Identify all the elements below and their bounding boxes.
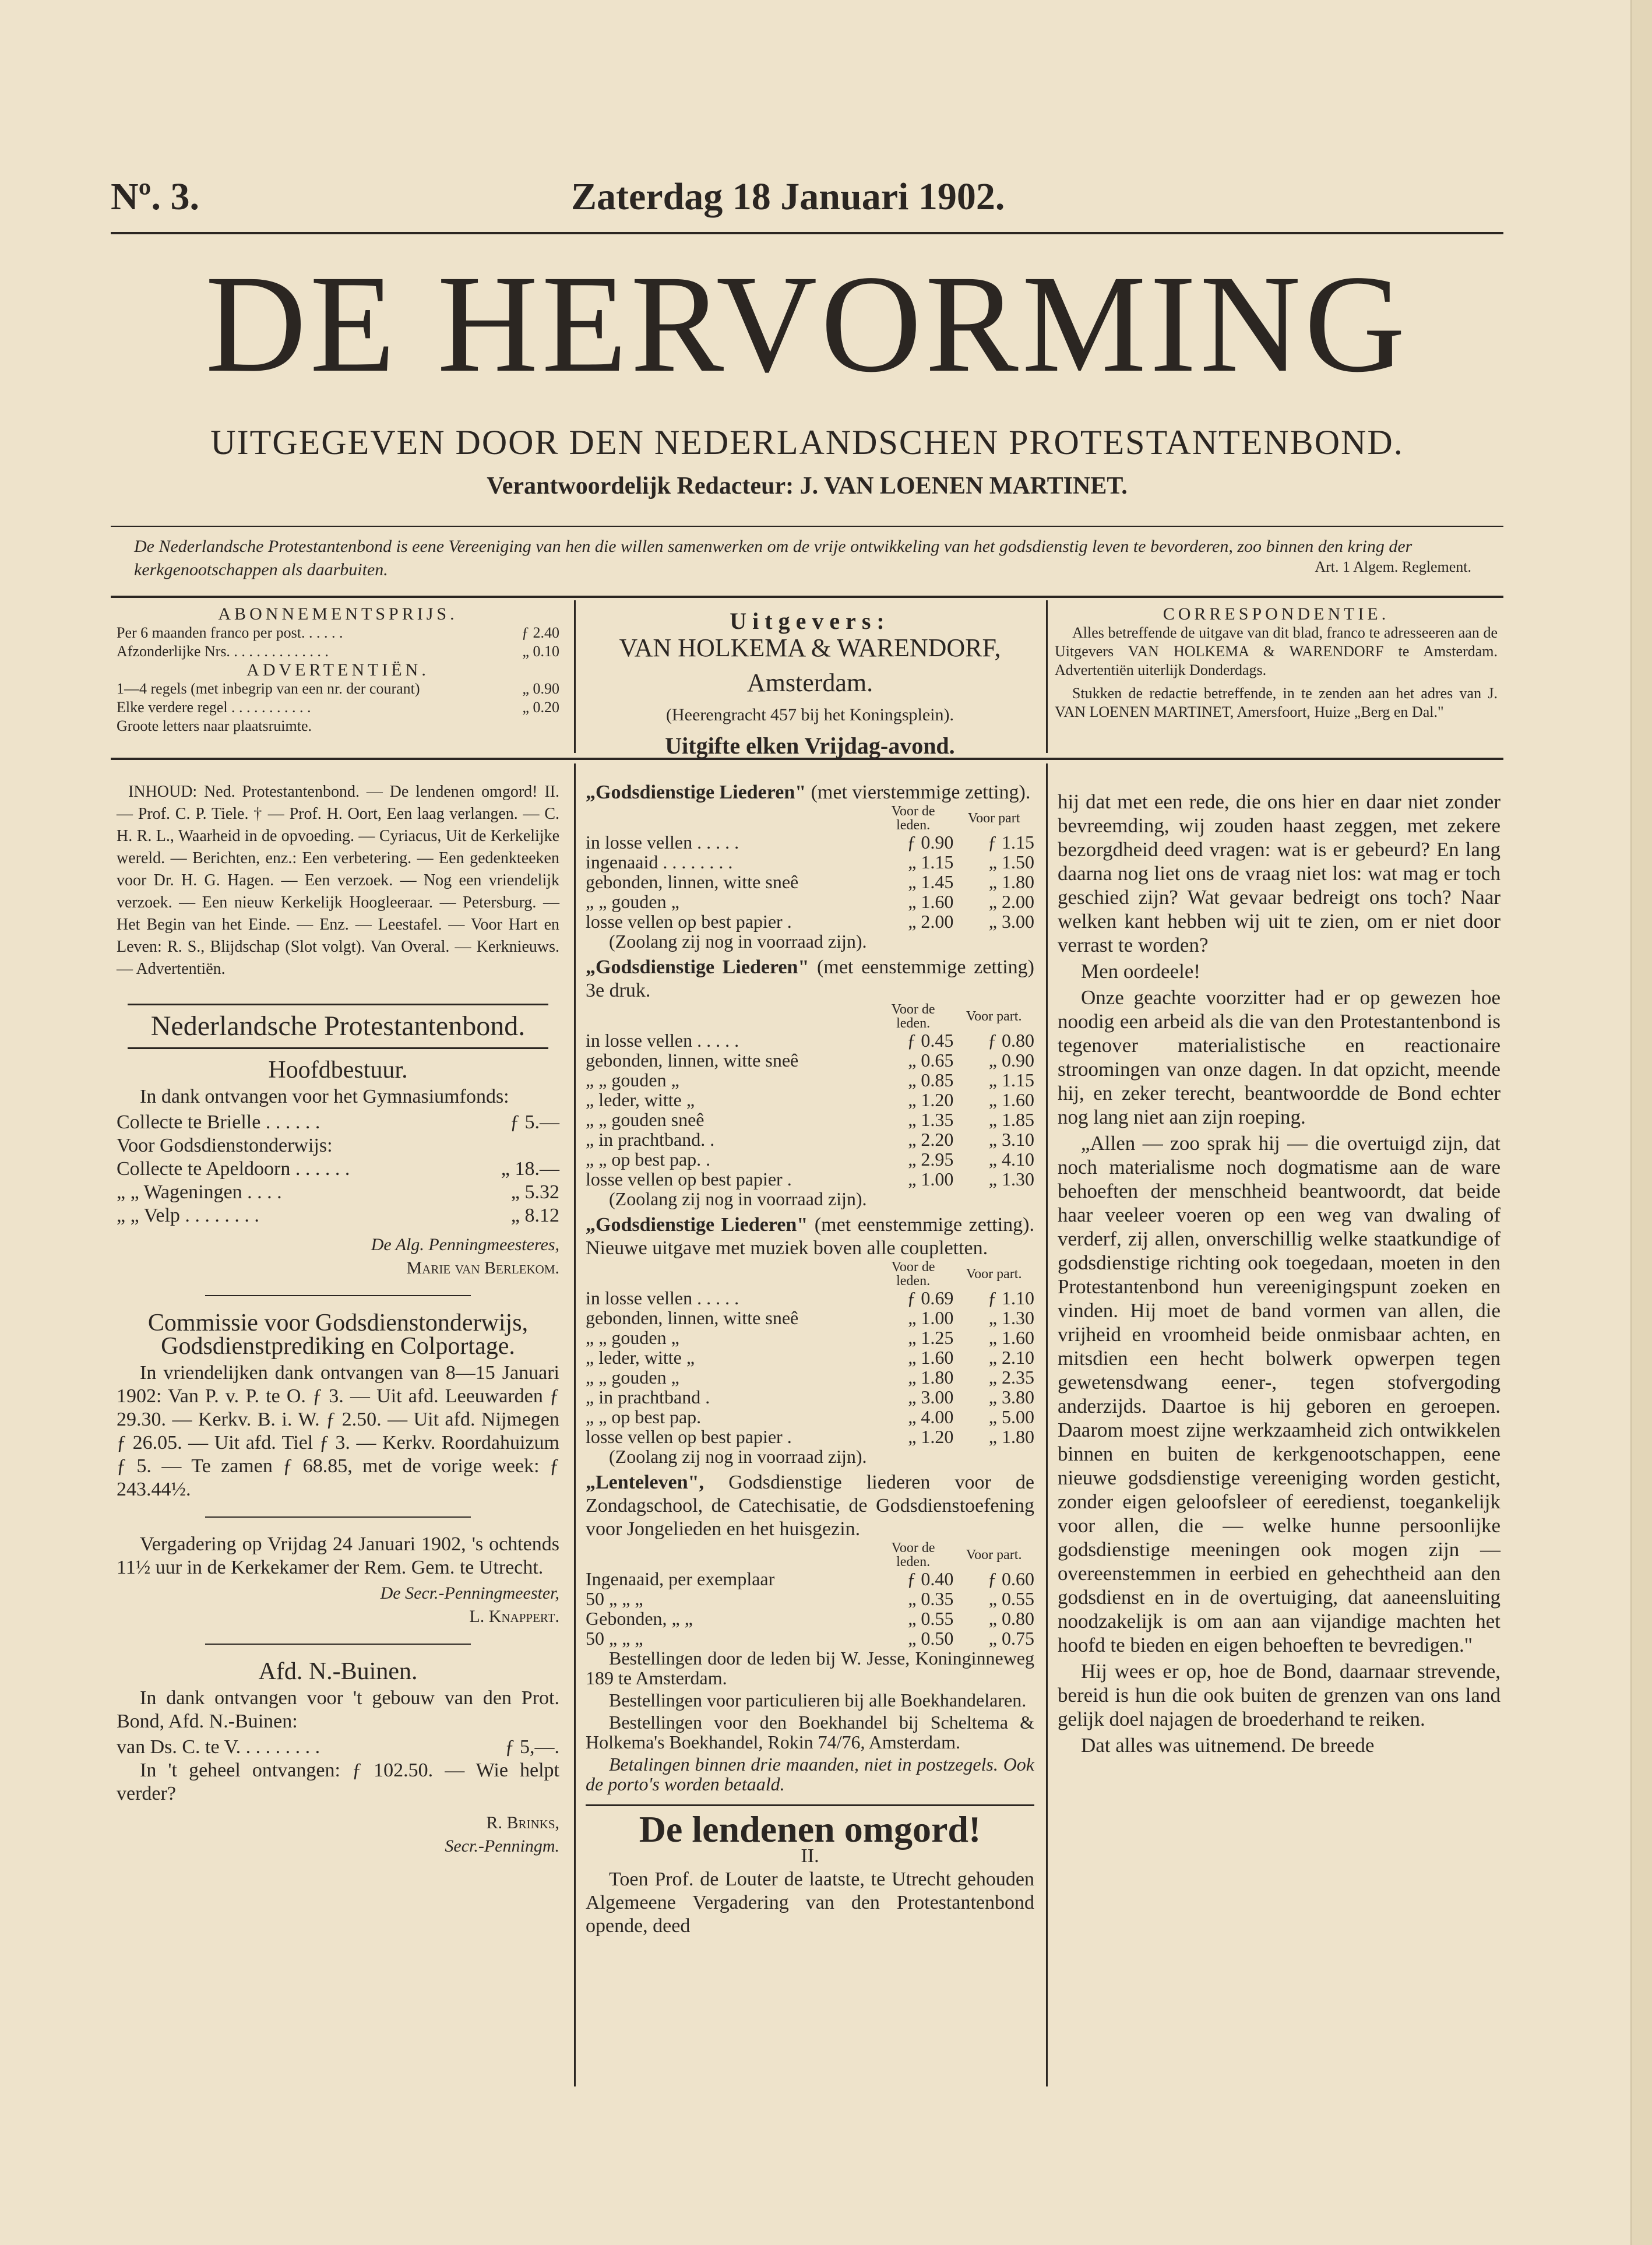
donation-row	[117, 1736, 559, 1759]
book-description: Godsdienstige liederen voor de Zondagschool, de Catechisatie, de Godsdienstoefening voor Jongelieden en het huisgezin.	[586, 1472, 1035, 1540]
order-info: Bestellingen door de leden bij W. Jesse, Koninginneweg 189 te Amsterdam.	[586, 1648, 1034, 1688]
separator	[205, 1295, 471, 1296]
price-list-intro	[586, 1471, 1034, 1541]
price: „ 1.80	[988, 1426, 1034, 1447]
price: „ 2.35	[988, 1367, 1034, 1388]
item: Gebonden, „ „	[586, 1608, 693, 1629]
item: losse vellen op best papier .	[586, 1169, 792, 1190]
price-row	[586, 1328, 1034, 1347]
article-part: II.	[801, 1845, 819, 1867]
item: in losse vellen . . . . .	[586, 832, 739, 853]
price-row	[586, 1628, 1034, 1648]
price-row	[586, 1367, 1034, 1387]
price-row	[586, 1070, 1034, 1090]
row-price: „ 0.90	[522, 680, 559, 697]
price: „ 3.00	[908, 1387, 954, 1407]
row-label: Per 6 maanden franco per post. . . . . .	[117, 624, 343, 641]
price: „ 1.15	[908, 851, 954, 872]
price: „ 2.00	[908, 911, 954, 932]
advertising-row	[117, 717, 559, 736]
price-row	[586, 912, 1034, 931]
item: in losse vellen . . . . .	[586, 1287, 739, 1308]
price: ƒ 0.40	[907, 1568, 954, 1589]
price: ƒ 1.15	[988, 832, 1034, 853]
row-label: Collecte te Apeldoorn . . . . . .	[117, 1158, 350, 1180]
book-title: „Godsdienstige Liederen"	[586, 956, 809, 978]
price-list-intro	[586, 781, 1034, 804]
price: „ 1.80	[988, 871, 1034, 892]
box-divider	[574, 600, 576, 753]
price: „ 3.80	[988, 1387, 1034, 1407]
price-row	[586, 1569, 1034, 1589]
subsection-heading: Hoofdbestuur.	[268, 1057, 408, 1083]
item: Ingenaaid, per exemplaar	[586, 1568, 775, 1589]
stock-note: (Zoolang zij nog in voorraad zijn).	[609, 1188, 867, 1209]
row-price: ƒ 2.40	[522, 624, 559, 641]
price: „ 2.10	[988, 1347, 1034, 1368]
row-amount: „ 8.12	[510, 1205, 559, 1226]
correspondence-box	[1055, 605, 1498, 722]
row-price: „ 0.20	[522, 699, 559, 716]
paragraph: Onze geachte voorzitter had er op gewezen hoe noodig een arbeid als die van den Protestantenbond is tegenover materialistische en reactionaire stroomingen van onze dagen. In dat opzicht, meende hij, en zeker terecht, beantwoordde de Bond echter nog lang niet aan zijn roeping.	[1058, 986, 1500, 1128]
price: „ 1.50	[988, 851, 1034, 872]
price: „ 0.55	[988, 1588, 1034, 1609]
newspaper-title: DE HERVORMING	[205, 246, 1409, 401]
price-row	[586, 1427, 1034, 1447]
price-row	[586, 1589, 1034, 1609]
issue-date: Zaterdag 18 Januari 1902.	[571, 175, 1005, 218]
stock-note: (Zoolang zij nog in voorraad zijn).	[609, 931, 867, 952]
column-divider	[574, 763, 576, 2086]
price: „ 1.20	[908, 1089, 954, 1110]
price: „ 0.75	[988, 1628, 1034, 1649]
box-divider	[1046, 600, 1048, 753]
price-row	[586, 1050, 1034, 1070]
book-description: (met eenstemmige zetting). Nieuwe uitgave met muziek boven alle coupletten.	[586, 1214, 1035, 1259]
row-amount: ƒ 5.—	[510, 1111, 559, 1133]
donation-row	[117, 1134, 559, 1157]
row-amount: „ 5.32	[510, 1181, 559, 1203]
paragraph: „Allen — zoo sprak hij — die overtuigd zijn, dat noch materialisme noch dogmatisme aan de ware behoeften der menschheid beantwoordt, dat beide haar veeleer voeren op een weg van dwaling of verderf, zij allen, onverschillig welke staatkundige of godsdienstige richting ook toegedaan, moeten in den Protestantenbond hun vereenigingspunt zoeken en vinden. Hij moet de band vormen van allen, die vrijheid en vroomheid beide onmisbaar achten, en mitsdien een hecht bolwerk opwerpen tegen gewetensdwang eener-, tegen stofvergoding anderzijds. Daartoe is hij geboren en geroepen. Daarom moest zijne werkzaamheid zich ontwikkelen binnen en buiten de kerkgenootschappen, eene nieuwe godsdienstige vereeniging worden gesticht, zonder eigen geloofsleer of eeredienst, toegankelijk voor allen, die — welke hunne persoonlijke godsdienstige meeningen ook mogen zijn — overeenstemmen in eerbied en gehechtheid aan den godsdienst en in de overtuiging, dat aaneensluiting noodzakelijk is om aan aan vijandige machten het hoofd te bieden en eigen behoeften te bevredigen."	[1058, 1132, 1500, 1656]
price-header-row	[586, 1541, 1034, 1569]
price: „ 5.00	[988, 1406, 1034, 1427]
item: gebonden, linnen, witte sneê	[586, 871, 799, 892]
price-row	[586, 1308, 1034, 1328]
section-rule	[586, 1804, 1034, 1806]
editor-line: Verantwoordelijk Redacteur: J. VAN LOENEN MARTINET.	[487, 473, 1128, 499]
newspaper-subtitle: UITGEGEVEN DOOR DEN NEDERLANDSCHEN PROTESTANTENBOND.	[210, 423, 1404, 462]
item: „ in prachtband. .	[586, 1129, 715, 1150]
price-table	[586, 804, 1034, 931]
item: gebonden, linnen, witte sneê	[586, 1050, 799, 1071]
row-amount: „ 18.—	[501, 1158, 559, 1180]
price: „ 1.30	[988, 1169, 1034, 1190]
price-list-intro	[586, 1213, 1034, 1260]
donation-row	[117, 1157, 559, 1181]
item: „ „ op best pap.	[586, 1406, 702, 1427]
subscription-heading: ABONNEMENTSPRIJS.	[218, 604, 458, 624]
correspondence-text: Stukken de redactie betreffende, in te zenden aan het adres van J. VAN LOENEN MARTINET, Amersfoort, Huize „Berg en Dal."	[1055, 685, 1498, 720]
paragraph: Hij wees er op, hoe de Bond, daarnaar strevende, bereid is hun die ook buiten de grenzen van ons land gelijk doel najagen de broederhand te reiken.	[1058, 1660, 1500, 1730]
subsection-heading: Commissie voor Godsdienstonderwijs, Godsdienstprediking en Colportage.	[147, 1310, 529, 1360]
price-row	[586, 1149, 1034, 1169]
paragraph: In dank ontvangen voor 't gebouw van den Prot. Bond, Afd. N.-Buinen:	[117, 1687, 559, 1732]
price-row	[586, 1387, 1034, 1407]
info-rule-top	[111, 596, 1503, 598]
paragraph: Dat alles was uitnemend. De breede	[1081, 1734, 1375, 1757]
subscription-row	[117, 642, 559, 661]
row-label: van Ds. C. te V. . . . . . . . .	[117, 1736, 320, 1758]
paragraph: Men oordeele!	[1081, 960, 1201, 983]
price: „ 1.00	[908, 1169, 954, 1190]
members-header: Voor de leden.	[891, 1002, 935, 1031]
price-row	[586, 832, 1034, 852]
price: „ 1.20	[908, 1426, 954, 1447]
column-1	[117, 781, 559, 1858]
row-amount: ƒ 5,—.	[505, 1736, 559, 1758]
publisher-box	[583, 608, 1037, 762]
signature-name: R. Brinks,	[486, 1813, 559, 1832]
paragraph: Vergadering op Vrijdag 24 Januari 1902, 's ochtends 11½ uur in de Kerkekamer der Rem. Gem. te Utrecht.	[117, 1533, 559, 1578]
public-header: Voor part.	[966, 1266, 1022, 1282]
item: „ „ op best pap. .	[586, 1149, 711, 1170]
row-label: Voor Godsdienstonderwijs:	[117, 1135, 333, 1156]
item: „ „ gouden „	[586, 1069, 679, 1090]
price-list-intro	[586, 956, 1034, 1002]
price: „ 4.00	[908, 1406, 954, 1427]
row-label: Elke verdere regel . . . . . . . . . . .	[117, 699, 311, 716]
signature-title: De Secr.-Penningmeester,	[380, 1584, 559, 1603]
price: „ 0.50	[908, 1628, 954, 1649]
publication-day: Uitgifte elken Vrijdag-avond.	[665, 733, 955, 759]
item: 50 „ „ „	[586, 1628, 643, 1649]
row-label: „ „ Wageningen . . . .	[117, 1181, 282, 1203]
price: „ 1.60	[908, 1347, 954, 1368]
price: „ 1.80	[908, 1367, 954, 1388]
order-info: Bestellingen voor particulieren bij alle Boekhandelaren.	[609, 1690, 1027, 1711]
price: ƒ 1.10	[988, 1287, 1034, 1308]
public-header: Voor part.	[966, 1547, 1022, 1563]
advertising-heading: ADVERTENTIËN.	[246, 660, 429, 680]
donation-row	[117, 1111, 559, 1134]
price: ƒ 0.90	[907, 832, 954, 853]
section-rule	[128, 1004, 548, 1005]
column-divider	[1046, 763, 1048, 2086]
motto-rule-top	[111, 526, 1503, 527]
price-table	[586, 1002, 1034, 1189]
motto-source: Art. 1 Algem. Reglement.	[1315, 558, 1471, 575]
price-row	[586, 1129, 1034, 1149]
book-title: „Godsdienstige Liederen"	[586, 1214, 808, 1236]
table-of-contents: INHOUD: Ned. Protestantenbond. — De lendenen omgord! II. — Prof. C. P. Tiele. † — Prof. H. Oort, Een laag verlangen. — C. H. R. L., Waarheid in de opvoeding. — Cyriacus, Uit de Kerkelijke wereld. — Berichten, enz.: Een verbetering. — Een gedenkteeken voor Dr. H. G. Hagen. — Een verzoek. — Nog een vriendelijk verzoek. — Een nieuw Kerkelijk Hoogleeraar. — Petersburg. — Het Begin van het Einde. — Enz. — Leestafel. — Voor Hart en Leven: R. S., Blijdschap (Slot volgt). Van Overal. — Kerknieuws. — Advertentiën.	[117, 783, 559, 978]
price-header-row	[586, 1260, 1034, 1288]
members-header: Voor de leden.	[891, 1259, 935, 1289]
row-label: 1—4 regels (met inbegrip van een nr. der courant)	[117, 680, 420, 697]
price-row	[586, 1090, 1034, 1110]
donation-row	[117, 1204, 559, 1227]
price: „ 0.65	[908, 1050, 954, 1071]
price-row	[586, 1347, 1034, 1367]
column-3	[1058, 790, 1500, 1760]
price: ƒ 0.69	[907, 1287, 954, 1308]
item: „ „ gouden „	[586, 1327, 679, 1348]
paragraph: hij dat met een rede, die ons hier en daar niet zonder bevreemding, wij zouden haast zeggen, met zekere bezorgdheid deed vragen: wat is er gebeurd? En lang daarna nog liet ons de vraag niet los: wat mag er toch geschied zijn? Wat gevaar bedreigt ons toch? Naar welken kant hebben wij uit te zien, om er niet door verrast te worden?	[1058, 790, 1500, 956]
price: „ 1.15	[988, 1069, 1034, 1090]
correspondence-heading: CORRESPONDENTIE.	[1163, 604, 1390, 624]
publisher-name: VAN HOLKEMA & WARENDORF, Amsterdam.	[619, 634, 1001, 697]
row-label: Collecte te Brielle . . . . . .	[117, 1111, 320, 1133]
subsection-heading: Afd. N.-Buinen.	[258, 1658, 418, 1685]
book-title: „Godsdienstige Liederen"	[586, 782, 806, 803]
price-row	[586, 1288, 1034, 1308]
signature-title: Secr.-Penningm.	[445, 1836, 559, 1856]
paragraph: In vriendelijken dank ontvangen van 8—15 Januari 1902: Van P. v. P. te O. ƒ 3. — Uit afd. Leeuwarden ƒ 29.30. — Kerkv. B. i. W. ƒ 2.50. — Uit afd. Nijmegen ƒ 26.05. — Uit afd. Tiel ƒ 3. — Kerkv. Roordahuizum ƒ 5. — Te zamen ƒ 68.85, met de vorige week: ƒ 243.44½.	[117, 1362, 559, 1500]
masthead-row	[111, 175, 1503, 221]
book-title: „Lenteleven",	[586, 1472, 705, 1493]
item: ingenaaid . . . . . . . .	[586, 851, 733, 872]
separator	[205, 1644, 471, 1645]
price-row	[586, 872, 1034, 892]
price-table	[586, 1260, 1034, 1447]
item: „ leder, witte „	[586, 1089, 695, 1110]
price: „ 0.80	[988, 1608, 1034, 1629]
price: „ 1.25	[908, 1327, 954, 1348]
book-description: (met vierstemmige zetting).	[811, 782, 1031, 803]
price: „ 1.60	[988, 1327, 1034, 1348]
price-row	[586, 1407, 1034, 1427]
price: „ 0.35	[908, 1588, 954, 1609]
separator	[205, 1516, 471, 1518]
page-edge	[1630, 0, 1652, 2245]
masthead-rule	[111, 232, 1503, 234]
item: in losse vellen . . . . .	[586, 1030, 739, 1051]
section-rule	[128, 1047, 548, 1049]
signature-name: L. Knappert.	[469, 1607, 559, 1626]
members-header: Voor de leden.	[891, 804, 935, 833]
price-table	[586, 1541, 1034, 1648]
row-label: Groote letters naar plaatsruimte.	[117, 717, 312, 734]
price: „ 1.30	[988, 1307, 1034, 1328]
price: „ 0.85	[908, 1069, 954, 1090]
price-header-row	[586, 804, 1034, 832]
item: „ leder, witte „	[586, 1347, 695, 1368]
row-price: „ 0.10	[522, 643, 559, 660]
advertising-row	[117, 698, 559, 717]
publisher-heading: Uitgevers:	[730, 608, 890, 634]
info-rule-bottom	[111, 758, 1503, 760]
stock-note: (Zoolang zij nog in voorraad zijn).	[609, 1446, 867, 1467]
public-header: Voor part.	[966, 1009, 1022, 1024]
price: „ 3.00	[988, 911, 1034, 932]
row-label: „ „ Velp . . . . . . . .	[117, 1205, 259, 1226]
price: ƒ 0.45	[907, 1030, 954, 1051]
donation-row	[117, 1181, 559, 1204]
publisher-address: (Heerengracht 457 bij het Koningsplein).	[665, 705, 954, 724]
row-label: Afzonderlijke Nrs. . . . . . . . . . . . . .	[117, 643, 329, 660]
price: „ 1.60	[988, 1089, 1034, 1110]
price: „ 0.90	[988, 1050, 1034, 1071]
price: „ 1.00	[908, 1307, 954, 1328]
item: 50 „ „ „	[586, 1588, 643, 1609]
price: ƒ 0.80	[988, 1030, 1034, 1051]
paragraph: Toen Prof. de Louter de laatste, te Utrecht gehouden Algemeene Vergadering van den Protestantenbond opende, deed	[586, 1869, 1034, 1937]
public-header: Voor part	[967, 811, 1020, 826]
item: „ „ gouden „	[586, 1367, 679, 1388]
signature-name: Marie van Berlekom.	[406, 1258, 559, 1278]
price-row	[586, 1169, 1034, 1189]
signature-title: De Alg. Penningmeesteres,	[371, 1235, 559, 1254]
price: „ 1.45	[908, 871, 954, 892]
members-header: Voor de leden.	[891, 1540, 935, 1570]
payment-note: Betalingen binnen drie maanden, niet in postzegels. Ook de porto's worden betaald.	[586, 1754, 1034, 1794]
order-info: Bestellingen voor den Boekhandel bij Scheltema & Holkema's Boekhandel, Rokin 74/76, Amsterdam.	[586, 1712, 1034, 1753]
item: gebonden, linnen, witte sneê	[586, 1307, 799, 1328]
price: „ 0.55	[908, 1608, 954, 1629]
price-row	[586, 1110, 1034, 1129]
subscription-row	[117, 624, 559, 642]
price-row	[586, 852, 1034, 872]
price: „ 2.00	[988, 891, 1034, 912]
price-header-row	[586, 1002, 1034, 1030]
price: „ 2.95	[908, 1149, 954, 1170]
price: „ 2.20	[908, 1129, 954, 1150]
advertising-row	[117, 680, 559, 698]
issue-number: Nº. 3.	[111, 175, 199, 218]
correspondence-text: Alles betreffende de uitgave van dit blad, franco te adresseeren aan de Uitgevers VAN HOLKEMA & WARENDORF te Amsterdam. Advertentiën uiterlijk Donderdags.	[1055, 624, 1498, 678]
price-row	[586, 892, 1034, 912]
price: „ 1.85	[988, 1109, 1034, 1130]
price: „ 1.60	[908, 891, 954, 912]
price: ƒ 0.60	[988, 1568, 1034, 1589]
price: „ 1.35	[908, 1109, 954, 1130]
subscription-box	[117, 605, 559, 736]
book-description: (met eenstemmige zetting) 3e druk.	[586, 956, 1035, 1001]
item: losse vellen op best papier .	[586, 911, 792, 932]
price-row	[586, 1030, 1034, 1050]
column-2	[586, 781, 1034, 1940]
price: „ 3.10	[988, 1129, 1034, 1150]
section-heading: Nederlandsche Protestantenbond.	[150, 1011, 526, 1041]
paragraph: In dank ontvangen voor het Gymnasiumfonds:	[140, 1086, 509, 1107]
item: „ „ gouden sneê	[586, 1109, 705, 1130]
item: „ „ gouden „	[586, 891, 679, 912]
article-title: De lendenen omgord!	[639, 1808, 981, 1850]
item: „ in prachtband .	[586, 1387, 710, 1407]
paragraph: In 't geheel ontvangen: ƒ 102.50. — Wie helpt verder?	[117, 1760, 559, 1804]
motto: De Nederlandsche Protestantenbond is eene Vereeniging van hen die willen samenwerken om de vrije ontwikkeling van het godsdienstig leven te bevorderen, zoo binnen den kring der kerkgenootschappen als daarbuiten.	[134, 537, 1413, 579]
price: „ 4.10	[988, 1149, 1034, 1170]
item: losse vellen op best papier .	[586, 1426, 792, 1447]
price-row	[586, 1609, 1034, 1628]
